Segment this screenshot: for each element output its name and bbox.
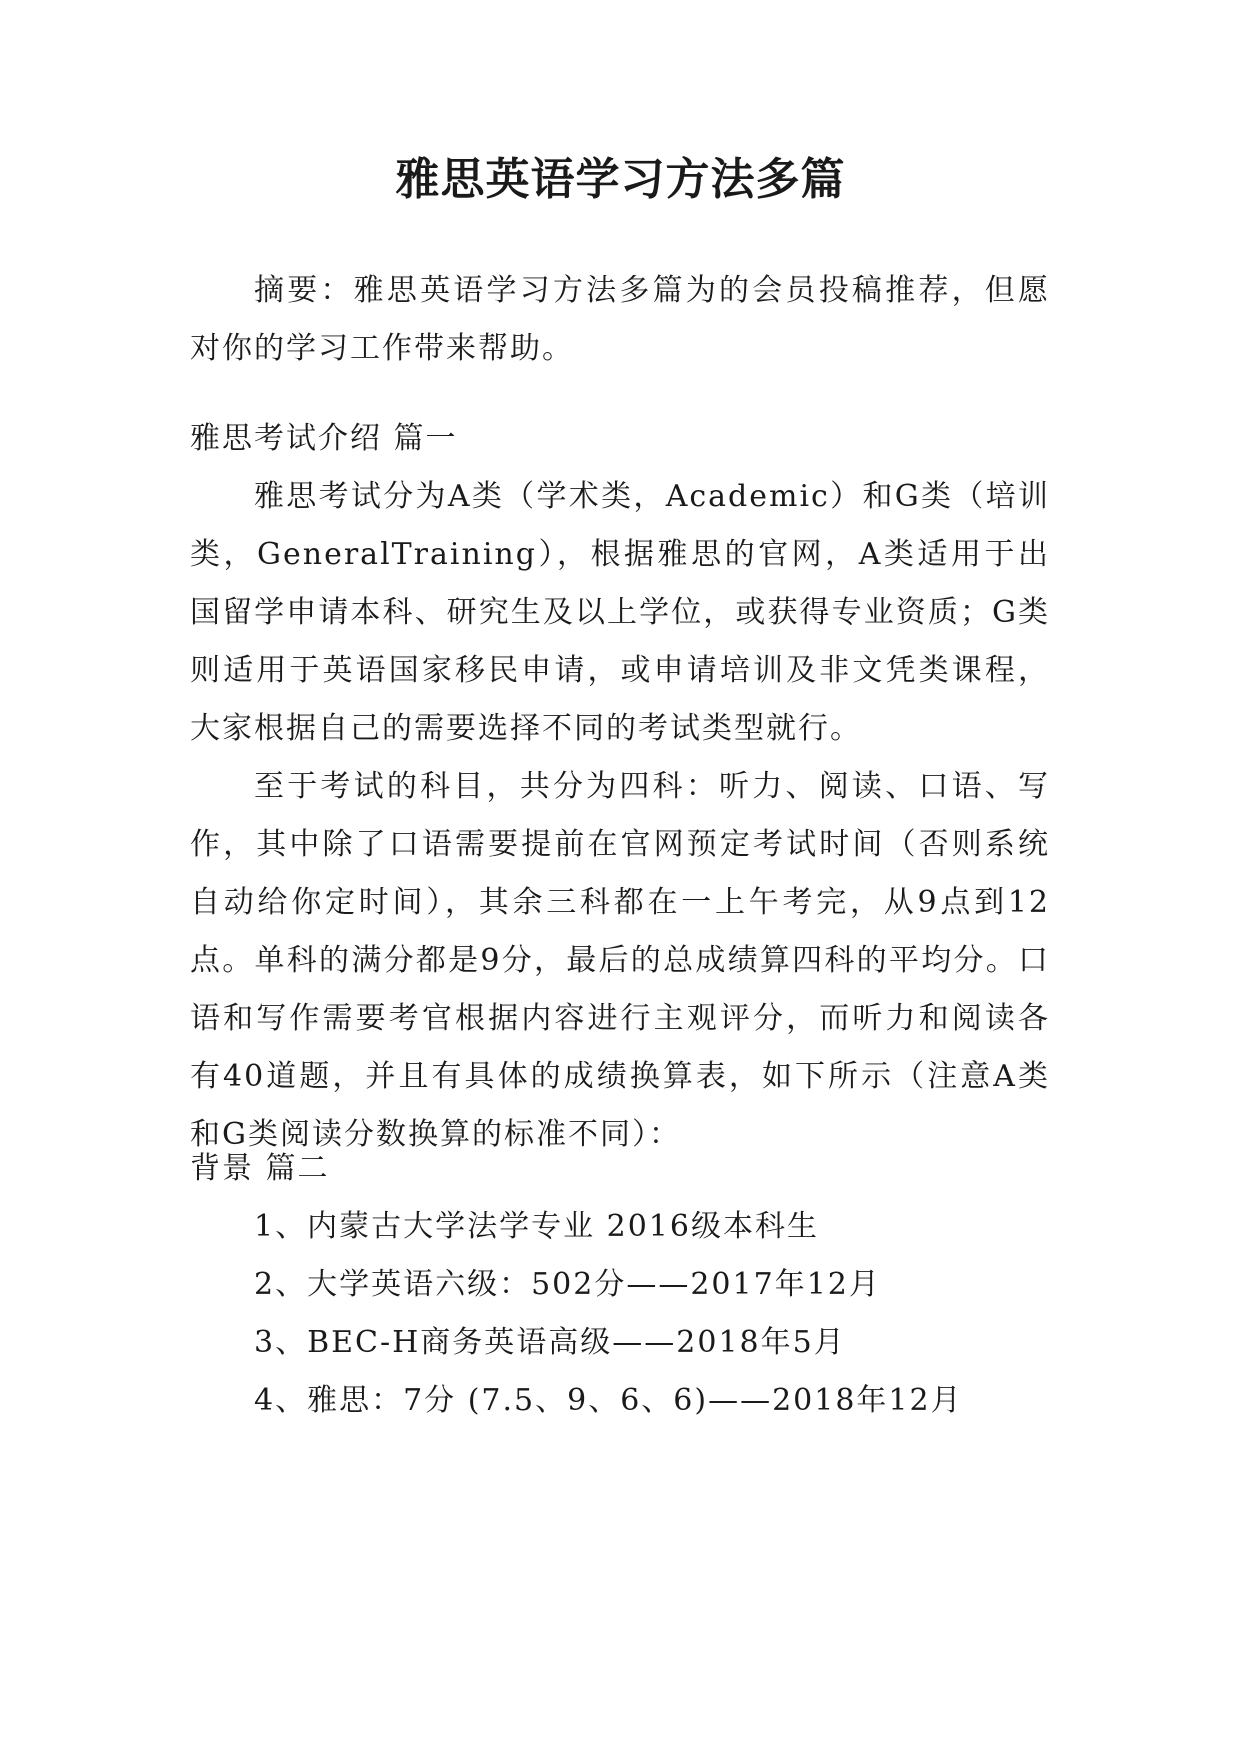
document-title: 雅思英语学习方法多篇 <box>395 154 846 205</box>
list-item: 3、BEC-H商务英语高级——2018年5月 <box>254 1325 846 1360</box>
list-item: 2、大学英语六级：502分——2017年12月 <box>254 1267 881 1302</box>
list-item: 1、内蒙古大学法学专业 2016级本科生 <box>254 1209 819 1244</box>
section-one-paragraph-1: 雅思考试分为A类（学术类，Academic）和G类（培训类，GeneralTraining），根据雅思的官网，A类适用于出国留学申请本科、研究生及以上学位，或获得专业资质；G类则适用于英语国家移民申请，或申请培训及非文凭类课程，大家根据自己的需要选择不同的考试类型就行。 <box>190 479 1050 746</box>
section-two <box>190 1140 1050 1430</box>
list-item: 4、雅思：7分 (7.5、9、6、6)——2018年12月 <box>254 1383 963 1418</box>
abstract-block <box>190 262 1050 378</box>
abstract-paragraph: 摘要：雅思英语学习方法多篇为的会员投稿推荐，但愿对你的学习工作带来帮助。 <box>190 273 1050 366</box>
section-two-heading: 背景 篇二 <box>190 1151 330 1186</box>
section-one-heading: 雅思考试介绍 篇一 <box>190 421 458 456</box>
section-one-paragraph-2: 至于考试的科目，共分为四科：听力、阅读、口语、写作，其中除了口语需要提前在官网预定考试时间（否则系统自动给你定时间），其余三科都在一上午考完，从9点到12点。单科的满分都是9分，最后的总成绩算四科的平均分。口语和写作需要考官根据内容进行主观评分，而听力和阅读各有40道题，并且有具体的成绩换算表，如下所示（注意A类和G类阅读分数换算的标准不同）： <box>190 769 1050 1152</box>
section-one <box>190 410 1050 1164</box>
